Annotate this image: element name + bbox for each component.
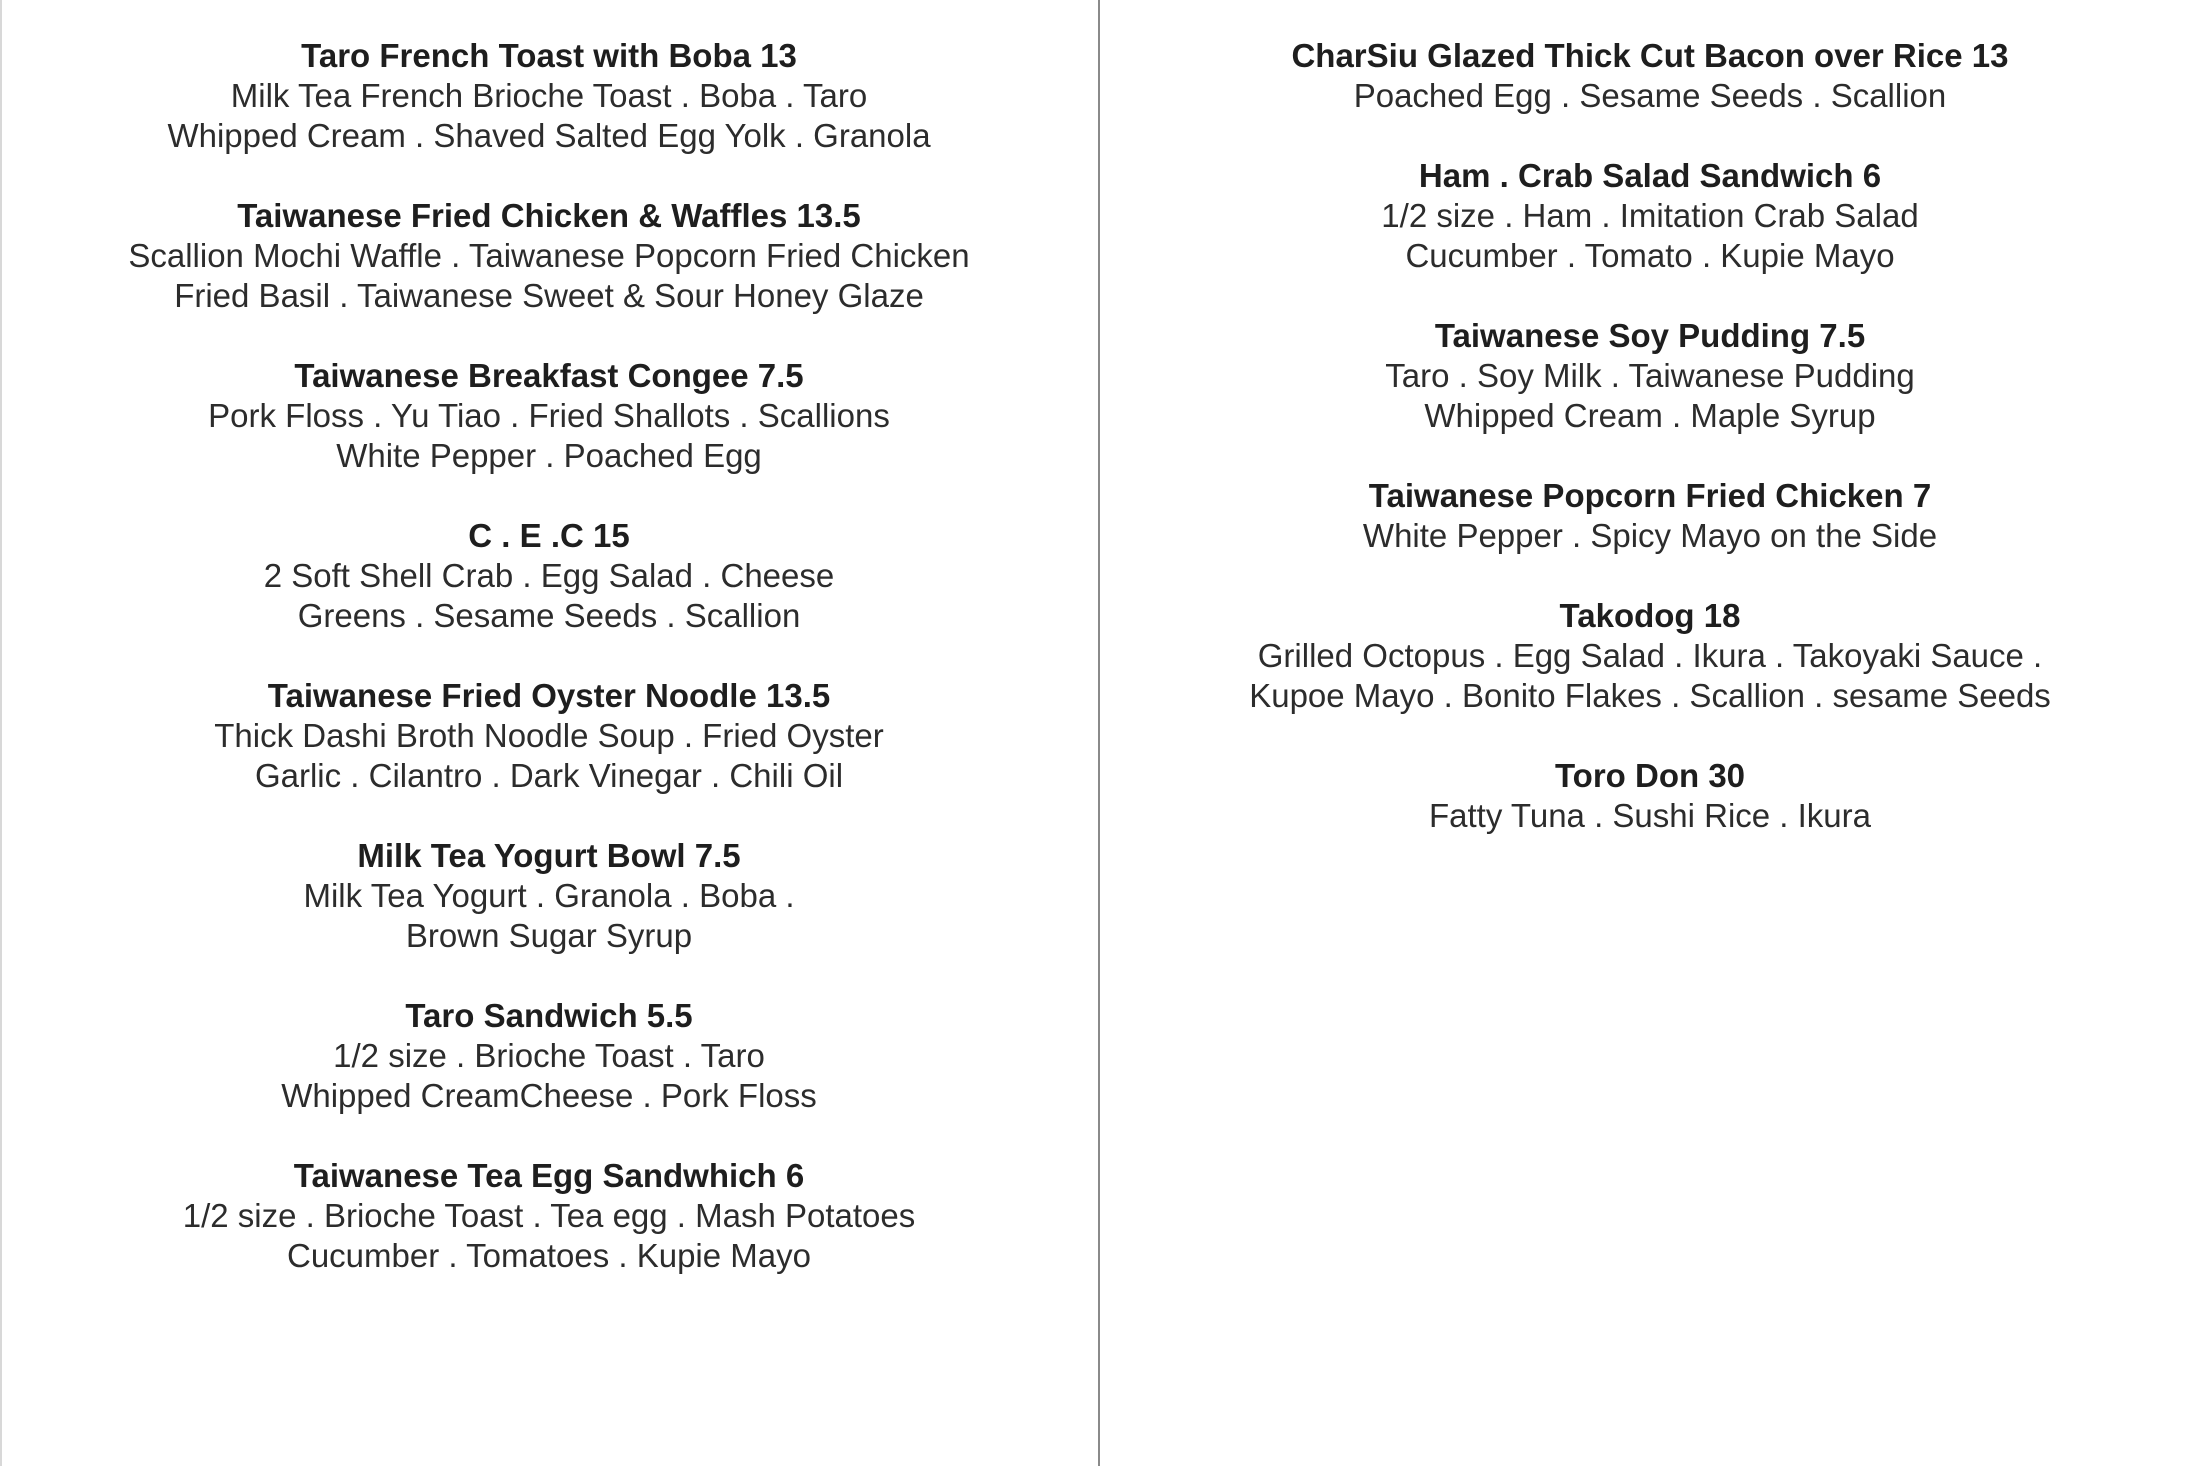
menu-item-description: Greens . Sesame Seeds . Scallion	[297, 597, 801, 634]
menu-item	[0, 196, 1098, 316]
menu-item	[1100, 756, 2200, 836]
menu-item-description: Thick Dashi Broth Noodle Soup . Fried Oyster	[214, 717, 884, 754]
menu-item-description: Cucumber . Tomatoes . Kupie Mayo	[287, 1237, 811, 1274]
menu-item	[0, 356, 1098, 476]
menu-item-title: Taiwanese Popcorn Fried Chicken 7	[1368, 477, 1932, 514]
menu-item	[0, 836, 1098, 956]
menu-item-title: Takodog 18	[1559, 597, 1741, 634]
menu-item-description: White Pepper . Poached Egg	[336, 437, 762, 474]
menu-item	[0, 1156, 1098, 1276]
menu-item-description: Garlic . Cilantro . Dark Vinegar . Chili Oil	[254, 757, 844, 794]
menu-item-description: 1/2 size . Brioche Toast . Tea egg . Mash Potatoes	[182, 1197, 916, 1234]
menu-item-title: C . E .C 15	[468, 517, 630, 554]
menu-item-description: Cucumber . Tomato . Kupie Mayo	[1405, 237, 1895, 274]
menu-item-title: Ham . Crab Salad Sandwich 6	[1418, 157, 1882, 194]
menu-item	[0, 676, 1098, 796]
menu-item-description: Pork Floss . Yu Tiao . Fried Shallots . Scallions	[208, 397, 890, 434]
menu-item-description: Whipped Cream . Shaved Salted Egg Yolk . Granola	[167, 117, 931, 154]
menu-item-description: Whipped Cream . Maple Syrup	[1424, 397, 1876, 434]
menu-item-description: Brown Sugar Syrup	[405, 917, 693, 954]
menu-item-title: Taiwanese Tea Egg Sandwhich 6	[293, 1157, 805, 1194]
menu-item-description: Grilled Octopus . Egg Salad . Ikura . Takoyaki Sauce .	[1257, 637, 2043, 674]
menu-item-title: Milk Tea Yogurt Bowl 7.5	[357, 837, 741, 874]
left-menu-column	[0, 36, 1098, 1316]
menu-item	[0, 36, 1098, 156]
menu-item-description: Kupoe Mayo . Bonito Flakes . Scallion . sesame Seeds	[1249, 677, 2051, 714]
menu-item-description: Taro . Soy Milk . Taiwanese Pudding	[1385, 357, 1915, 394]
menu-item-title: Taiwanese Soy Pudding 7.5	[1434, 317, 1866, 354]
menu-item-description: Milk Tea French Brioche Toast . Boba . Taro	[230, 77, 868, 114]
menu-item-description: 1/2 size . Brioche Toast . Taro	[333, 1037, 765, 1074]
menu-item-description: Whipped CreamCheese . Pork Floss	[281, 1077, 817, 1114]
menu-item-description: Scallion Mochi Waffle . Taiwanese Popcorn Fried Chicken	[128, 237, 970, 274]
menu-item-title: Taiwanese Fried Oyster Noodle 13.5	[267, 677, 831, 714]
menu-item	[0, 516, 1098, 636]
menu-item	[1100, 156, 2200, 276]
menu-item-description: Milk Tea Yogurt . Granola . Boba .	[303, 877, 795, 914]
right-menu-column	[1100, 36, 2200, 876]
menu-item-description: 1/2 size . Ham . Imitation Crab Salad	[1381, 197, 1919, 234]
menu-item-title: Toro Don 30	[1554, 757, 1746, 794]
menu-item-title: Taro French Toast with Boba 13	[301, 37, 797, 74]
menu-item-description: 2 Soft Shell Crab . Egg Salad . Cheese	[263, 557, 835, 594]
menu-item-description: Fatty Tuna . Sushi Rice . Ikura	[1428, 797, 1872, 834]
menu-item-title: Taiwanese Fried Chicken & Waffles 13.5	[237, 197, 861, 234]
menu-item	[1100, 476, 2200, 556]
menu-item-title: CharSiu Glazed Thick Cut Bacon over Rice 13	[1291, 37, 2009, 74]
menu-item-description: Fried Basil . Taiwanese Sweet & Sour Honey Glaze	[174, 277, 924, 314]
menu-item-title: Taro Sandwich 5.5	[405, 997, 693, 1034]
menu-item	[1100, 36, 2200, 116]
menu-item-title: Taiwanese Breakfast Congee 7.5	[294, 357, 804, 394]
menu-item-description: Poached Egg . Sesame Seeds . Scallion	[1353, 77, 1947, 114]
menu-item-description: White Pepper . Spicy Mayo on the Side	[1362, 517, 1938, 554]
menu-item	[1100, 316, 2200, 436]
menu-item	[1100, 596, 2200, 716]
menu-item	[0, 996, 1098, 1116]
